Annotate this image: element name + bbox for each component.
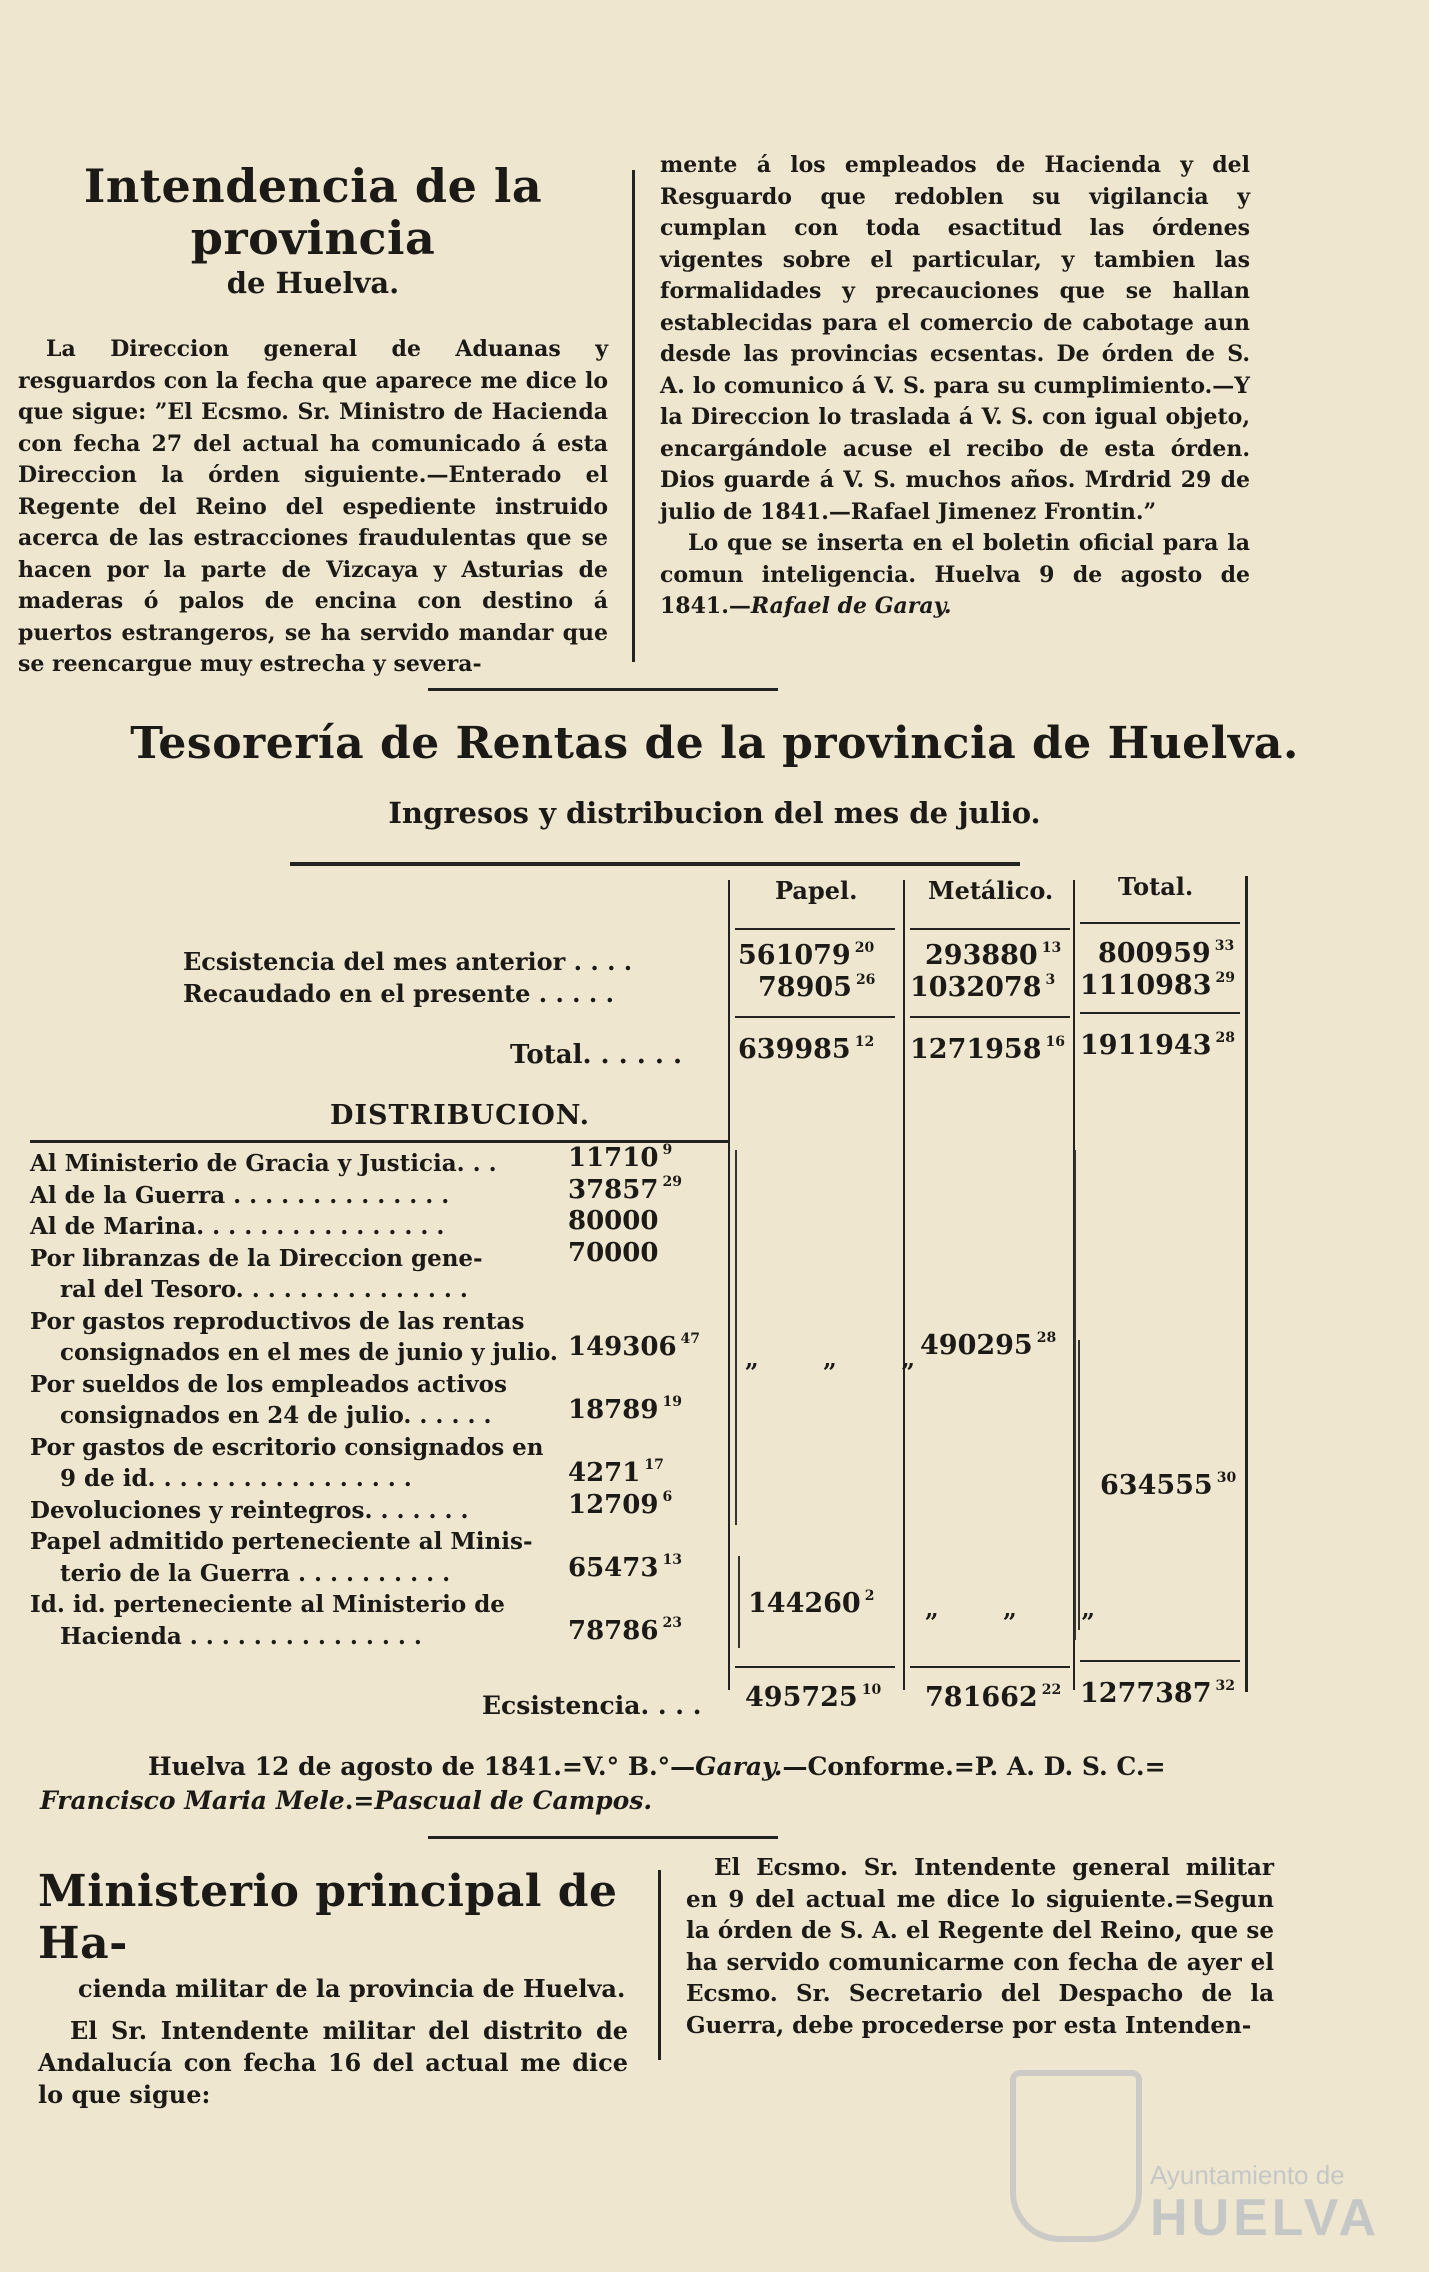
intendencia-paragraph-left: La Direccion general de Aduanas y resguardos con la fecha que aparece me dice lo que sigue: ”El Ecsmo. Sr. Ministro de Hacienda con fecha 27 del actual ha comunicado á esta Direccion la órden siguiente.—Enterado el Regente del Reino del espediente instruido acerca de las estracciones fraudulentas que se hacen por la parte de Vizcaya y Asturias de maderas ó palos de encina con destino á puertos estrangeros, se ha servido mandar que se reencargue muy estrecha y severa- bbox=[18, 336, 608, 677]
cell-total-total bbox=[1080, 1030, 1235, 1061]
distribucion-label: terio de la Guerra . . . . . . . . . . bbox=[60, 1559, 451, 1587]
distribucion-value-number: 65473 bbox=[568, 1552, 659, 1583]
cell-papel-total bbox=[738, 1034, 874, 1065]
cell-papel-1-cents: 20 bbox=[854, 940, 875, 956]
distribucion-label: consignados en 24 de julio. . . . . . bbox=[60, 1402, 492, 1429]
distribucion-value-cents: 6 bbox=[662, 1488, 673, 1505]
header-total: Total. bbox=[1118, 872, 1194, 901]
distribucion-value-number: 70000 bbox=[568, 1237, 659, 1268]
distribucion-label: Al de la Guerra . . . . . . . . . . . . . . bbox=[30, 1181, 450, 1209]
intendencia-left-column bbox=[18, 160, 608, 681]
cell-total-1 bbox=[1098, 938, 1234, 969]
distribucion-label: Devoluciones y reintegros. . . . . . . bbox=[30, 1496, 469, 1524]
distribucion-value-number: 12709 bbox=[568, 1489, 659, 1520]
footer-mele: Francisco Maria Mele bbox=[40, 1786, 345, 1815]
watermark-line1: Ayuntamiento de bbox=[1150, 2160, 1345, 2190]
distribucion-value-cents: 29 bbox=[662, 1173, 682, 1190]
papel-group-value bbox=[748, 1588, 874, 1619]
metal-group-value bbox=[920, 1330, 1056, 1361]
ministerio-left-column bbox=[38, 1866, 628, 2111]
cell-total-2-value: 1110983 bbox=[1080, 970, 1212, 1001]
distribucion-label: consignados en el mes de junio y julio. bbox=[60, 1339, 558, 1366]
distribucion-label: Por libranzas de la Direccion gene- bbox=[30, 1244, 483, 1272]
distribucion-value bbox=[568, 1489, 672, 1520]
brace-papel-sub-group bbox=[738, 1556, 740, 1648]
cell-metal-total-cents: 16 bbox=[1045, 1034, 1065, 1050]
cell-total-ecs-value: 1277387 bbox=[1080, 1678, 1212, 1709]
footer-separator: .= bbox=[344, 1786, 375, 1815]
ecs-rule-papel bbox=[735, 1666, 895, 1668]
distribucion-label: Al de Marina. . . . . . . . . . . . . . . . bbox=[30, 1213, 445, 1240]
cell-total-total-value: 1911943 bbox=[1080, 1030, 1212, 1061]
column-divider-top bbox=[632, 170, 635, 662]
distribucion-value bbox=[568, 1457, 664, 1488]
intendencia-right-column bbox=[660, 150, 1250, 623]
ministerio-paragraph-left: El Sr. Intendente militar del distrito de Andalucía con fecha 16 del actual me dice lo que sigue: bbox=[38, 2016, 628, 2109]
cell-metal-ecs-cents: 22 bbox=[1041, 1682, 1062, 1698]
distribucion-label: Papel admitido perteneciente al Minis- bbox=[30, 1528, 533, 1555]
distribucion-value-cents: 9 bbox=[662, 1142, 673, 1158]
distribucion-value bbox=[568, 1331, 700, 1362]
cell-papel-2 bbox=[758, 972, 875, 1003]
column-divider-bottom bbox=[658, 1870, 661, 2060]
cell-total-1-cents: 33 bbox=[1214, 938, 1235, 954]
cell-metal-ecs bbox=[925, 1682, 1061, 1713]
ministerio-paragraph-right: El Ecsmo. Sr. Intendente general militar en 9 del actual me dice lo siguiente.=Segun la órden de S. A. el Regente del Reino, que se ha servido comunicarme con fecha de ayer el Ecsmo. Sr. Secretario del Despacho de la Guerra, debe procederse por esta Intenden- bbox=[686, 1854, 1274, 2039]
intendencia-closing-text: Lo que se inserta en el boletin oficial para la comun inteligencia. Huelva 9 de agosto de 1841.— bbox=[660, 530, 1250, 619]
distribucion-value bbox=[568, 1615, 682, 1646]
distribucion-value-number: 11710 bbox=[568, 1143, 659, 1173]
ecs-rule-metal bbox=[910, 1666, 1070, 1668]
distribucion-value-cents: 13 bbox=[662, 1551, 682, 1568]
ditto-papel-row1: „ „ „ bbox=[745, 1344, 944, 1373]
cell-total-2 bbox=[1080, 970, 1235, 1001]
intendencia-signature: Rafael de Garay. bbox=[750, 593, 952, 619]
distribucion-label: Por gastos de escritorio consignados en bbox=[30, 1433, 544, 1461]
row-label-ecsistencia-anterior: Ecsistencia del mes anterior . . . . bbox=[183, 947, 633, 976]
distribucion-value bbox=[568, 1552, 682, 1583]
cell-papel-ecs-value: 495725 bbox=[745, 1682, 858, 1713]
brace-papel-group bbox=[735, 1150, 737, 1525]
header-underline-total bbox=[1080, 922, 1240, 924]
distribucion-value-number: 149306 bbox=[568, 1332, 677, 1362]
total-group-value bbox=[1100, 1470, 1236, 1501]
distribucion-value-number: 37857 bbox=[568, 1174, 659, 1205]
brace-metal-group bbox=[1078, 1340, 1080, 1630]
cell-papel-2-value: 78905 bbox=[758, 972, 852, 1003]
header-underline-metal bbox=[910, 928, 1070, 930]
section-divider-2 bbox=[428, 1836, 778, 1839]
intendencia-subtitle: de Huelva. bbox=[226, 266, 400, 300]
cell-papel-ecs bbox=[745, 1682, 881, 1713]
intendencia-closing bbox=[660, 528, 1250, 623]
header-underline-papel bbox=[735, 928, 895, 930]
cell-papel-2-cents: 26 bbox=[855, 972, 876, 988]
cell-papel-total-value: 639985 bbox=[738, 1034, 851, 1065]
tesoreria-title: Tesorería de Rentas de la provincia de Huelva. bbox=[130, 718, 1299, 769]
total-group-cents: 30 bbox=[1216, 1470, 1237, 1486]
brace-total-group bbox=[1074, 1150, 1076, 1640]
intendencia-paragraph-right: mente á los empleados de Hacienda y del Resguardo que redoblen su vigilancia y cumplan con toda esactitud las órdenes vigentes sobre el particular, y tambien las formalidades y precauciones que se hallan establecidas para el comercio de cabotage aun desde las provincias ecsentas. De órden de S. A. lo comunico á V. S. para su cumplimiento.—Y la Direccion lo traslada á V. S. con igual objeto, encargándole acuse el recibo de esta órden. Dios guarde á V. S. muchos años. Mrdrid 29 de julio de 1841.—Rafael Jimenez Frontin.” bbox=[660, 152, 1250, 525]
metal-group-number: 490295 bbox=[920, 1330, 1033, 1361]
ministerio-subtitle: cienda militar de la provincia de Huelva. bbox=[78, 1974, 626, 2003]
distribucion-value-number: 18789 bbox=[568, 1395, 659, 1425]
distribucion-label: Hacienda . . . . . . . . . . . . . . . bbox=[60, 1622, 422, 1650]
cell-metal-1-cents: 13 bbox=[1041, 940, 1062, 956]
table-rule-2 bbox=[903, 880, 905, 1690]
watermark-line2: HUELVA bbox=[1150, 2189, 1381, 2247]
metal-group-cents: 28 bbox=[1036, 1330, 1057, 1346]
cell-papel-total-cents: 12 bbox=[854, 1034, 875, 1050]
ministerio-right-column bbox=[686, 1852, 1274, 2041]
distribucion-value-number: 80000 bbox=[568, 1206, 659, 1236]
cell-metal-1-value: 293880 bbox=[925, 940, 1038, 971]
footer-conforme: —Conforme.=P. A. D. S. C.= bbox=[782, 1752, 1166, 1781]
distribucion-value-number: 78786 bbox=[568, 1615, 659, 1646]
tesoreria-footer-line2 bbox=[40, 1786, 652, 1815]
cell-total-ecs-cents: 32 bbox=[1215, 1678, 1235, 1694]
coat-of-arms-icon bbox=[1010, 2070, 1142, 2242]
tesoreria-subtitle: Ingresos y distribucion del mes de julio. bbox=[388, 796, 1041, 830]
cell-total-ecs bbox=[1080, 1678, 1235, 1709]
footer-campos: Pascual de Campos. bbox=[374, 1786, 653, 1815]
cell-papel-1-value: 561079 bbox=[738, 940, 851, 971]
row-label-recaudado: Recaudado en el presente . . . . . bbox=[183, 979, 614, 1008]
distribucion-value-cents: 23 bbox=[662, 1614, 682, 1631]
cell-metal-2-cents: 3 bbox=[1045, 972, 1056, 988]
distribucion-label: Por gastos reproductivos de las rentas bbox=[30, 1307, 525, 1335]
cell-papel-ecs-cents: 10 bbox=[861, 1682, 882, 1698]
papel-group-number: 144260 bbox=[748, 1588, 861, 1619]
cell-papel-1 bbox=[738, 940, 874, 971]
distribucion-label: 9 de id. . . . . . . . . . . . . . . . . bbox=[60, 1465, 412, 1492]
distribucion-value bbox=[568, 1237, 662, 1268]
row-label-total: Total. . . . . . bbox=[510, 1040, 683, 1070]
distribucion-label: ral del Tesoro. . . . . . . . . . . . . . . bbox=[60, 1276, 468, 1303]
distribucion-value bbox=[568, 1174, 682, 1205]
distribucion-value-cents: 17 bbox=[644, 1457, 664, 1473]
header-papel: Papel. bbox=[775, 876, 858, 905]
sum-rule-total bbox=[1080, 1012, 1240, 1014]
cell-metal-total-value: 1271958 bbox=[910, 1034, 1042, 1065]
footer-garay: Garay. bbox=[695, 1752, 783, 1781]
distribucion-label: Por sueldos de los empleados activos bbox=[30, 1370, 507, 1398]
footer-date-text: Huelva 12 de agosto de 1841.=V.° B.°— bbox=[148, 1752, 696, 1781]
distribucion-label: Id. id. perteneciente al Ministerio de bbox=[30, 1591, 505, 1618]
table-top-rule bbox=[290, 862, 1020, 866]
cell-total-1-value: 800959 bbox=[1098, 938, 1211, 969]
distribucion-value-cents: 19 bbox=[662, 1394, 682, 1410]
total-group-number: 634555 bbox=[1100, 1470, 1213, 1501]
distribucion-value bbox=[568, 1142, 672, 1173]
row-label-ecsistencia: Ecsistencia. . . . bbox=[482, 1691, 702, 1720]
intendencia-title: Intendencia de la provincia bbox=[83, 159, 543, 265]
ditto-metal-row2: „ „ „ bbox=[925, 1594, 1124, 1623]
distribucion-value-cents: 47 bbox=[680, 1331, 701, 1347]
tesoreria-footer-line1 bbox=[148, 1752, 1166, 1781]
cell-metal-1 bbox=[925, 940, 1061, 971]
cell-metal-ecs-value: 781662 bbox=[925, 1682, 1038, 1713]
distribucion-title: DISTRIBUCION. bbox=[330, 1100, 591, 1131]
header-metalico: Metálico. bbox=[928, 876, 1054, 905]
cell-total-total-cents: 28 bbox=[1215, 1030, 1235, 1046]
distribucion-value bbox=[568, 1205, 662, 1236]
sum-rule-metal bbox=[910, 1016, 1070, 1018]
distribucion-value-number: 4271 bbox=[568, 1458, 641, 1488]
papel-group-cents: 2 bbox=[864, 1588, 875, 1604]
cell-total-2-cents: 29 bbox=[1215, 970, 1235, 986]
section-divider-1 bbox=[428, 688, 778, 691]
cell-metal-2 bbox=[910, 972, 1055, 1003]
cell-metal-2-value: 1032078 bbox=[910, 972, 1042, 1003]
distribucion-value bbox=[568, 1394, 682, 1425]
cell-metal-total bbox=[910, 1034, 1065, 1065]
sum-rule-papel bbox=[735, 1016, 895, 1018]
distribucion-label: Al Ministerio de Gracia y Justicia. . . bbox=[30, 1150, 497, 1177]
ministerio-title: Ministerio principal de Ha- bbox=[38, 1866, 618, 1969]
table-rule-1 bbox=[728, 880, 730, 1690]
table-rule-4 bbox=[1245, 876, 1248, 1692]
ecs-rule-total bbox=[1080, 1660, 1240, 1662]
